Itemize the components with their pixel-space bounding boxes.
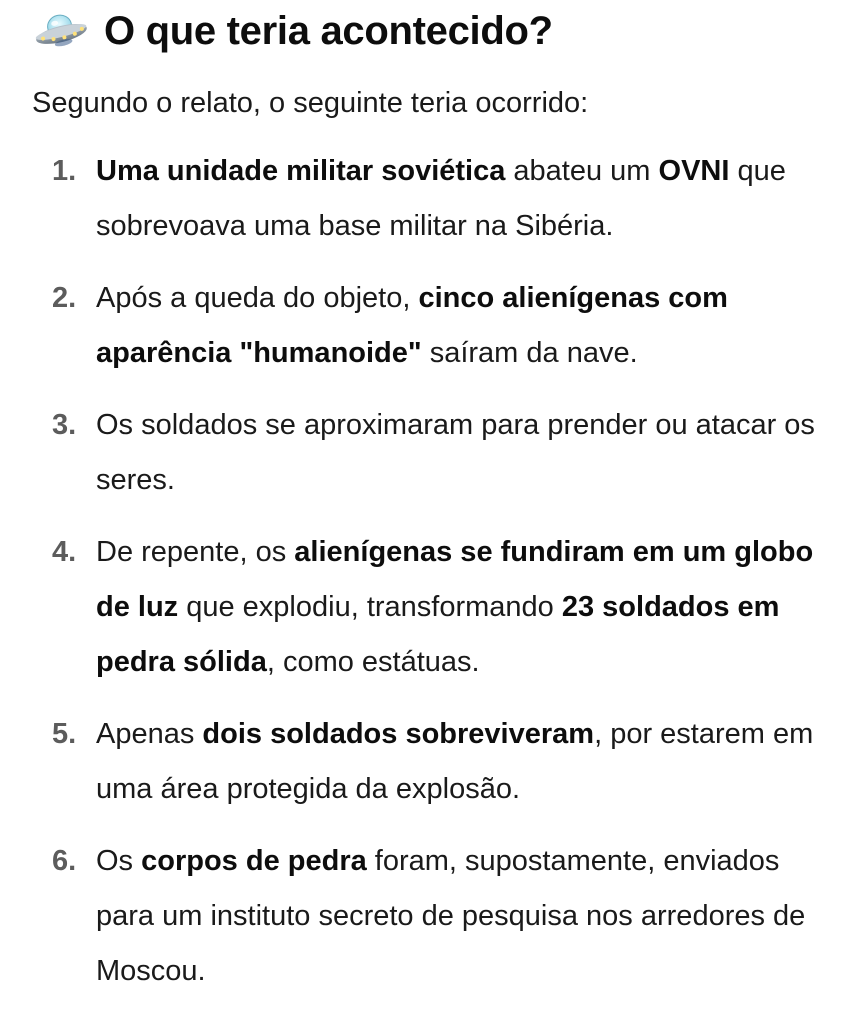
plain-text: Após a queda do objeto,	[96, 282, 419, 314]
list-number-label: 1.	[52, 155, 77, 187]
list-item-text	[96, 144, 826, 254]
plain-text: abateu um	[505, 155, 659, 187]
plain-text: que explodiu, transformando	[178, 591, 562, 623]
list-item	[32, 271, 826, 381]
plain-text: , como estátuas.	[266, 646, 480, 678]
list-number-label: 5.	[52, 718, 77, 750]
list-number-label: 4.	[52, 536, 77, 568]
plain-text: saíram da nave.	[421, 337, 638, 369]
intro-paragraph: Segundo o relato, o seguinte teria ocorrido:	[32, 87, 589, 119]
section-heading	[32, 0, 826, 64]
event-list	[32, 144, 826, 999]
list-item-text	[96, 398, 826, 508]
list-number-label: 3.	[52, 409, 77, 441]
list-item	[32, 144, 826, 254]
page-title: O que teria acontecido?	[104, 9, 553, 53]
list-item-number	[32, 398, 96, 453]
list-item-number	[32, 525, 96, 580]
list-item-text	[96, 525, 826, 690]
plain-text: Os	[96, 845, 142, 877]
list-item-text	[96, 707, 826, 817]
list-item	[32, 834, 826, 999]
plain-text: Os soldados se aproximaram para prender ou atacar os seres.	[96, 409, 815, 496]
list-item	[32, 707, 826, 817]
list-item-text	[96, 271, 826, 381]
list-item-number	[32, 271, 96, 326]
bold-text: dois soldados sobreviveram	[202, 718, 595, 750]
list-item-number	[32, 707, 96, 762]
list-number-label: 6.	[52, 845, 77, 877]
list-item-number	[32, 834, 96, 889]
plain-text: foram, supostamente, enviados para um instituto secreto de pesquisa nos arredores de Moscou.	[96, 845, 806, 987]
list-number-label: 2.	[52, 282, 77, 314]
bold-text: OVNI	[658, 155, 730, 187]
bold-text: 23 soldados em pedra sólida	[96, 591, 780, 678]
list-item-number	[32, 144, 96, 199]
bold-text: corpos de pedra	[141, 845, 367, 877]
list-item-text	[96, 834, 826, 999]
plain-text: que sobrevoava uma base militar na Sibéria.	[96, 155, 786, 242]
plain-text: Apenas	[96, 718, 203, 750]
bold-text: alienígenas se fundiram em um globo de luz	[96, 536, 814, 623]
bold-text: cinco alienígenas com aparência "humanoide"	[96, 282, 728, 369]
bold-text: Uma unidade militar soviética	[96, 155, 506, 187]
list-item	[32, 398, 826, 508]
ufo-icon	[32, 9, 90, 55]
list-item	[32, 525, 826, 690]
plain-text: , por estarem em uma área protegida da explosão.	[96, 718, 814, 805]
plain-text: De repente, os	[96, 536, 295, 568]
